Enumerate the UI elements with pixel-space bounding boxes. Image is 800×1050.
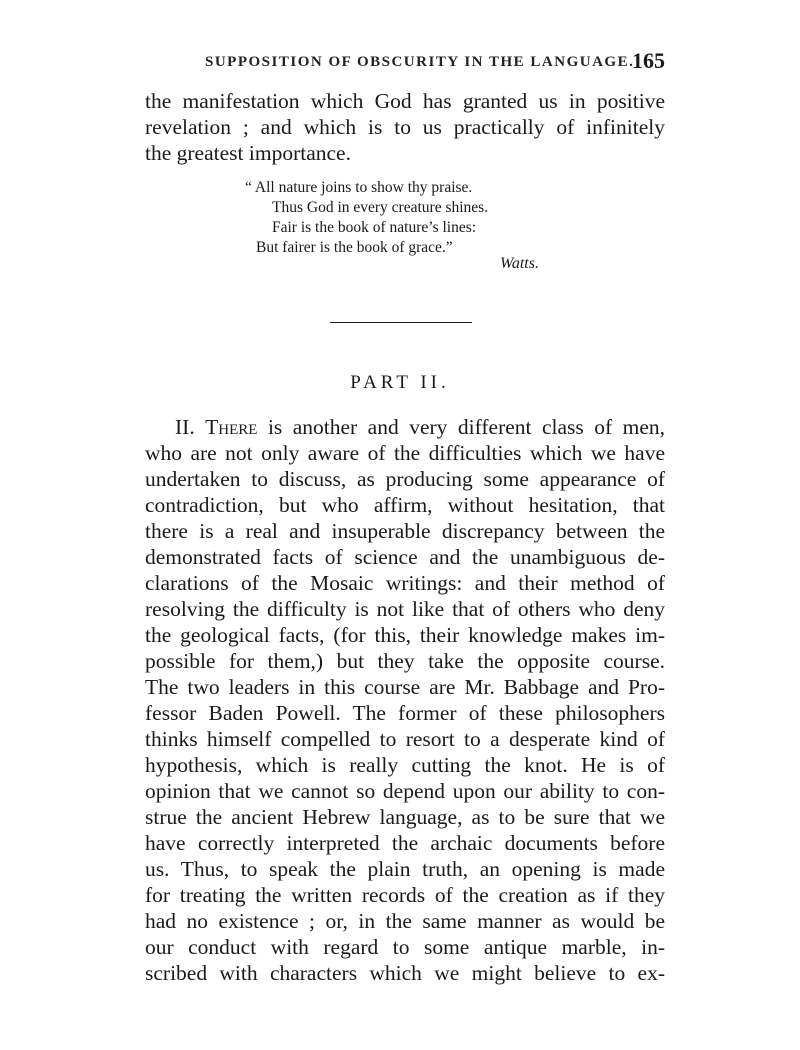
text-line: hypothesis, which is really cutting the knot. He is of — [145, 753, 665, 777]
text-line: The two leaders in this course are Mr. Babbage and Pro- — [145, 675, 665, 699]
text-line: resolving the difficulty is not like that of others who deny — [145, 597, 665, 621]
page-number: 165 — [632, 48, 665, 73]
verse-line: Thus God in every creature shines. — [272, 199, 489, 216]
paragraph-lead-word: There — [205, 415, 258, 439]
text-line: our conduct with regard to some antique marble, in- — [145, 935, 665, 959]
text-line: had no existence ; or, in the same manner as would be — [145, 909, 665, 933]
text-line: fessor Baden Powell. The former of these philosophers — [145, 701, 665, 725]
text-line-first — [175, 414, 665, 440]
verse-line: “ All nature joins to show thy praise. — [245, 179, 473, 196]
running-head-title: SUPPOSITION OF OBSCURITY IN THE LANGUAGE. — [205, 54, 635, 70]
text-line: the manifestation which God has granted us in positive — [145, 89, 665, 113]
text-line: for treating the written records of the creation as if they — [145, 883, 665, 907]
text-line: thinks himself compelled to resort to a desperate kind of — [145, 727, 665, 751]
text-line: contradiction, but who affirm, without hesitation, that — [145, 493, 665, 517]
text-line: have correctly interpreted the archaic documents before — [145, 831, 665, 855]
text-line: revelation ; and which is to us practically of infinitely — [145, 115, 665, 139]
text-line: opinion that we cannot so depend upon our ability to con- — [145, 779, 665, 803]
text-line: clarations of the Mosaic writings: and their method of — [145, 571, 665, 595]
running-head — [145, 48, 665, 76]
text-line: us. Thus, to speak the plain truth, an opening is made — [145, 857, 665, 881]
part-heading: PART II. — [350, 372, 450, 393]
verse-line: But fairer is the book of grace.” — [256, 239, 453, 256]
text-line: the geological facts, (for this, their knowledge makes im- — [145, 623, 665, 647]
section-divider — [330, 322, 472, 323]
text-line: there is a real and insuperable discrepancy between the — [145, 519, 665, 543]
text-line: strue the ancient Hebrew language, as to be sure that we — [145, 805, 665, 829]
first-line-rest: is another and very different class of men, — [267, 415, 665, 439]
text-line: undertaken to discuss, as producing some appearance of — [145, 467, 665, 491]
text-line: possible for them,) but they take the opposite course. — [145, 649, 665, 673]
paragraph-numeral: II. — [175, 415, 195, 439]
verse-line: Fair is the book of nature’s lines: — [272, 219, 477, 236]
text-line: demonstrated facts of science and the unambiguous de- — [145, 545, 665, 569]
text-line: scribed with characters which we might believe to ex- — [145, 961, 665, 985]
verse-attribution: Watts. — [500, 255, 539, 272]
text-line: who are not only aware of the difficulties which we have — [145, 441, 665, 465]
text-line: the greatest importance. — [145, 141, 351, 165]
